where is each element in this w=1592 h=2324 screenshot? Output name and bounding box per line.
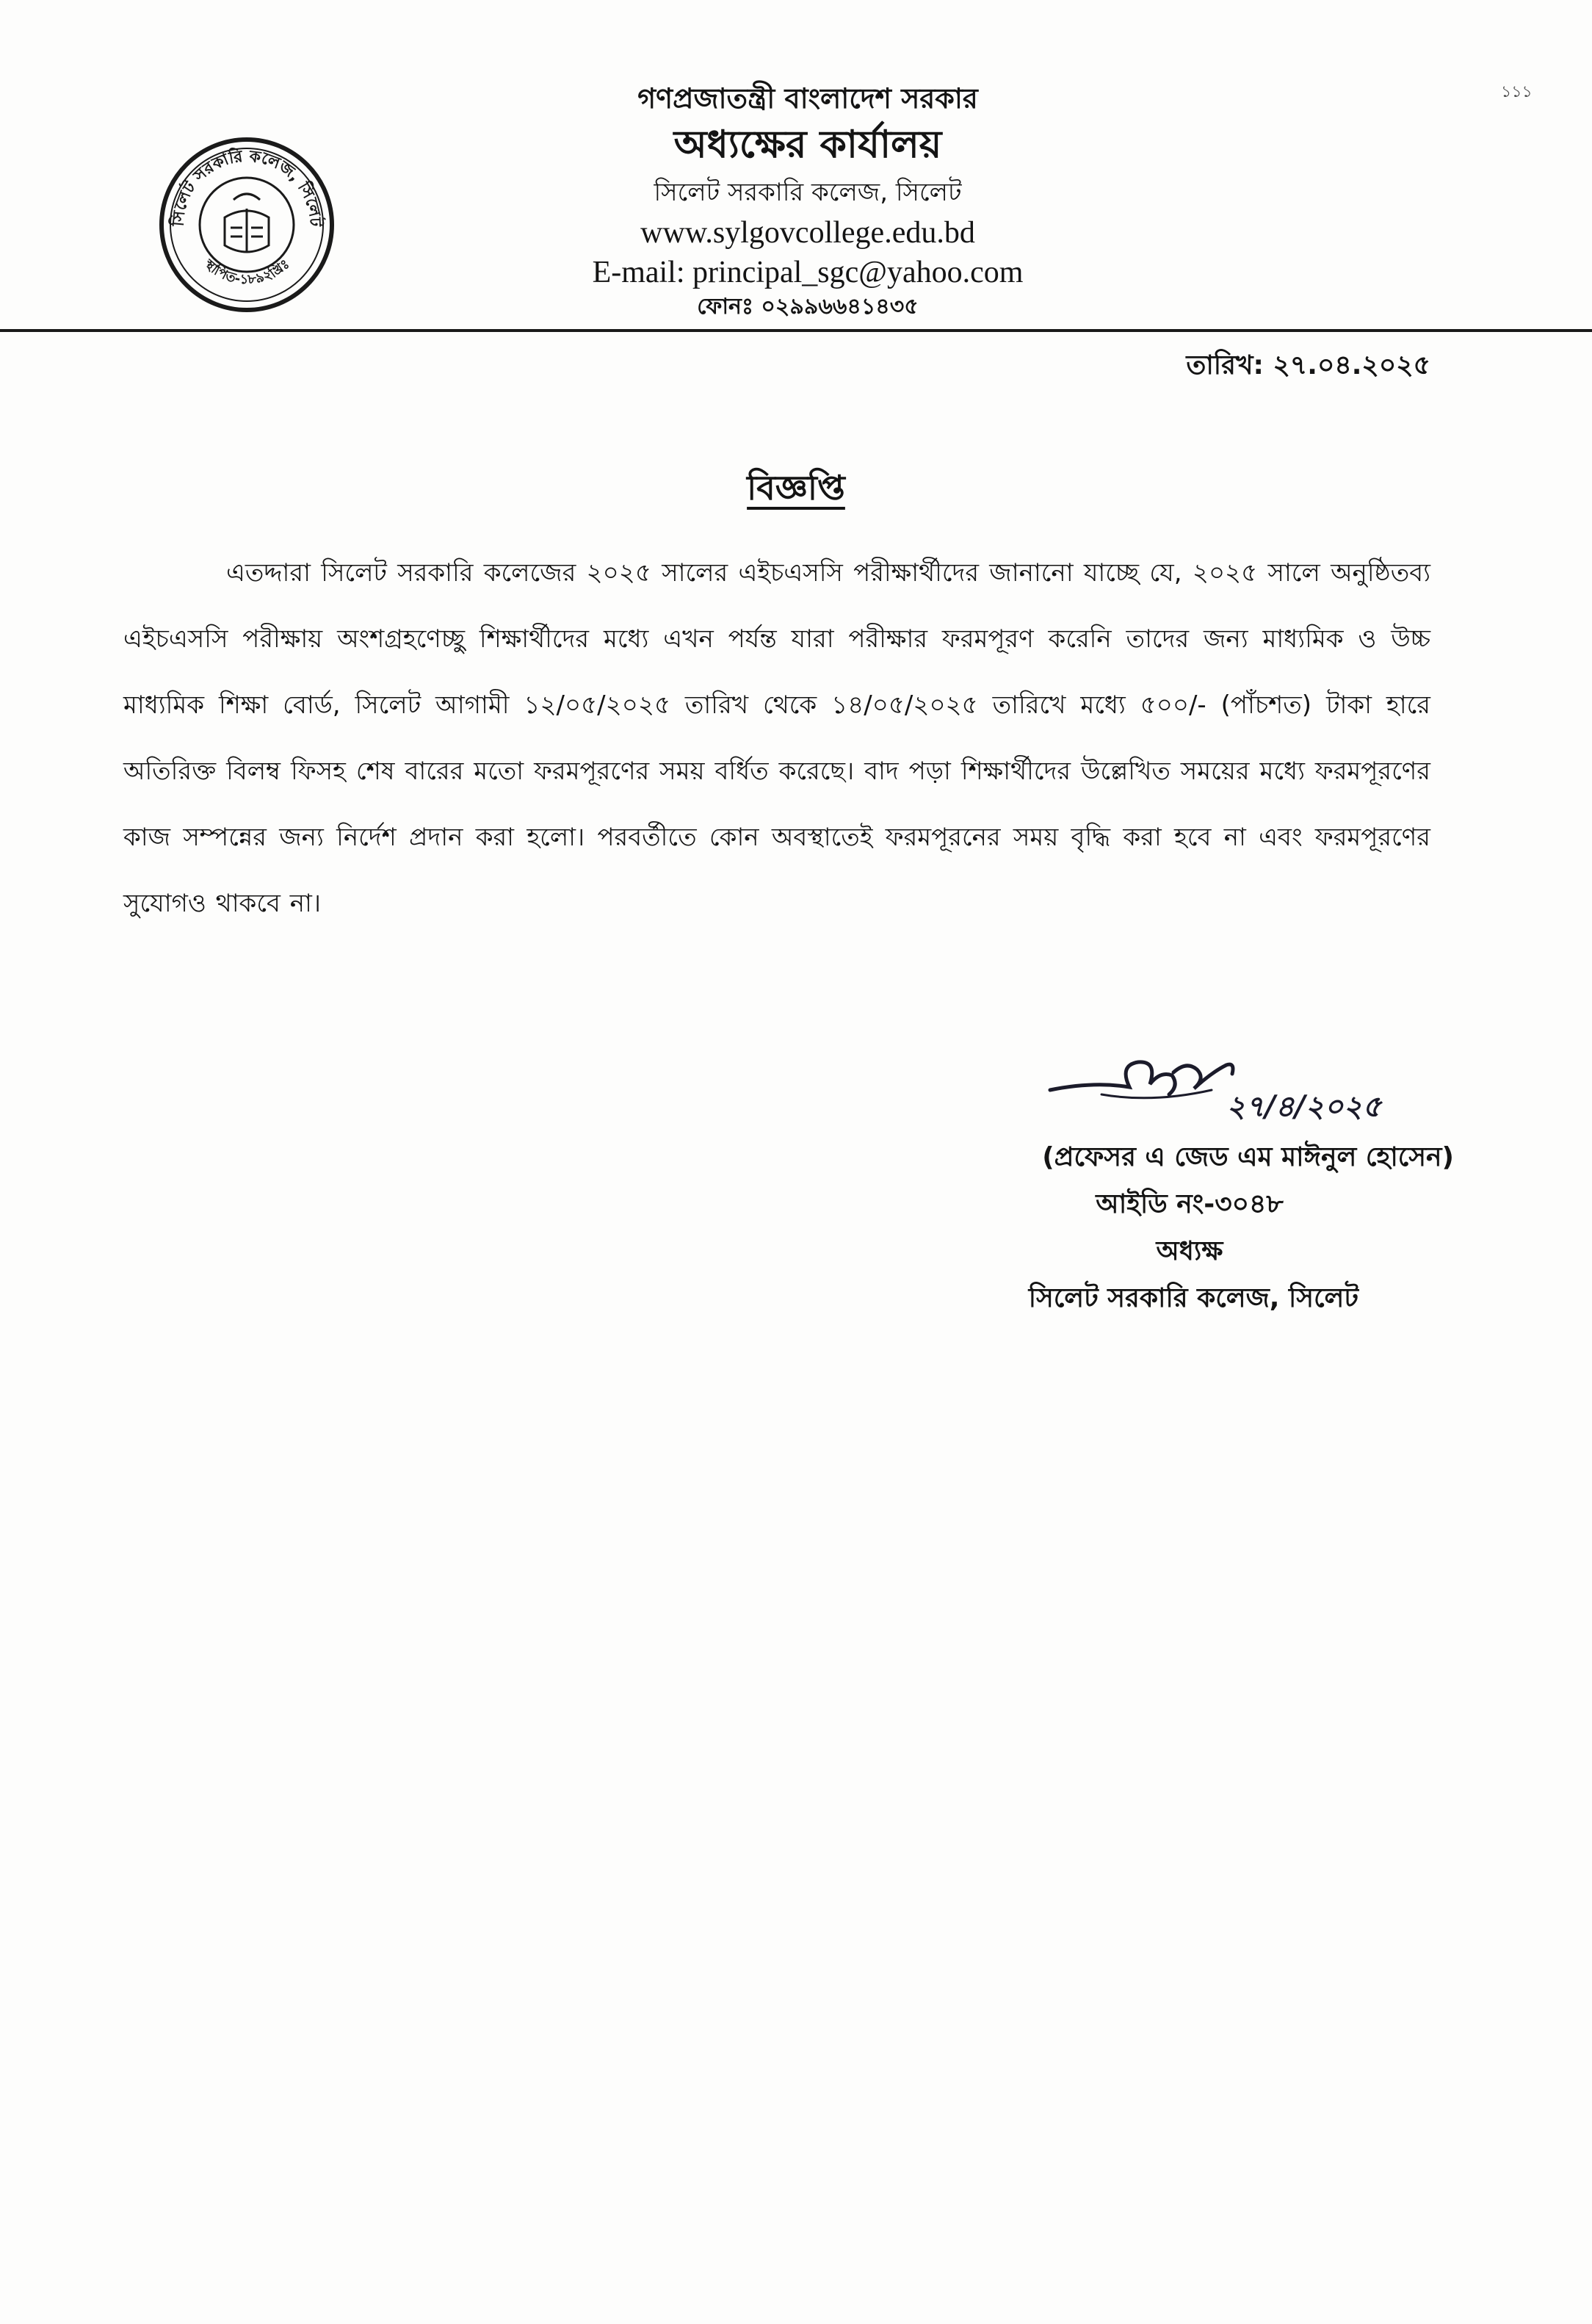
handwritten-signature-icon bbox=[1043, 1043, 1425, 1138]
page-number: ১১১ bbox=[1501, 83, 1533, 101]
notice-title-wrapper bbox=[0, 463, 1592, 519]
letterhead bbox=[514, 79, 1101, 322]
signatory-college: সিলেট সরকারি কলেজ, সিলেট bbox=[1028, 1283, 1358, 1313]
college-seal-icon bbox=[157, 135, 336, 314]
office-title: অধ্যক্ষের কার্যালয় bbox=[673, 123, 942, 167]
signatory-details bbox=[911, 1134, 1469, 1322]
college-email: E-mail: principal_sgc@yahoo.com bbox=[592, 256, 1024, 289]
signature-block bbox=[911, 1043, 1513, 1337]
college-website: www.sylgovcollege.edu.bd bbox=[640, 216, 975, 250]
government-name: গণপ্রজাতন্ত্রী বাংলাদেশ সরকার bbox=[637, 82, 978, 115]
college-address: সিলেট সরকারি কলেজ, সিলেট bbox=[654, 178, 962, 207]
signatory-id: আইডি নং-৩০৪৮ bbox=[1096, 1189, 1284, 1219]
seal-text-top: সিলেট সরকারি কলেজ, সিলেট bbox=[169, 147, 325, 228]
college-phone: ফোনঃ ০২৯৯৬৬৪১৪৩৫ bbox=[697, 294, 919, 320]
notice-body: এতদ্দারা সিলেট সরকারি কলেজের ২০২৫ সালের এইচএসসি পরীক্ষার্থীদের জানানো যাচ্ছে যে, ২০২৫ সালে অনুষ্ঠিতব্য এইচএসসি পরীক্ষায় অংশগ্রহণেচ্ছু শিক্ষার্থীদের মধ্যে এখন পর্যন্ত যারা পরীক্ষার ফরমপূরণ করেনি তাদের জন্য মাধ্যমিক ও উচ্চ মাধ্যমিক শিক্ষা বোর্ড, সিলেট আগামী ১২/০৫/২০২৫ তারিখ থেকে ১৪/০৫/২০২৫ তারিখে মধ্যে ৫০০/- (পাঁচশত) টাকা হারে অতিরিক্ত বিলম্ব ফিসহ শেষ বারের মতো ফরমপূরণের সময় বর্ধিত করেছে। বাদ পড়া শিক্ষার্থীদের উল্লেখিত সময়ের মধ্যে ফরমপূরণের কাজ সম্পন্নের জন্য নির্দেশ প্রদান করা হলো। পরবর্তীতে কোন অবস্থাতেই ফরমপূরনের সময় বৃদ্ধি করা হবে না এবং ফরমপূরণের সুযোগও থাকবে না। bbox=[123, 558, 1430, 918]
header-divider bbox=[0, 329, 1592, 332]
signatory-name: (প্রফেসর এ জেড এম মাঈনুল হোসেন) bbox=[1042, 1142, 1454, 1172]
signatory-designation: অধ্যক্ষ bbox=[1156, 1236, 1223, 1266]
seal-text-bottom: স্থাপিত-১৮৯২খ্রিঃ bbox=[201, 256, 293, 288]
signature-date: ২৭/৪/২০২৫ bbox=[1226, 1089, 1382, 1124]
notice-date: তারিখ: ২৭.০৪.২০২৫ bbox=[1186, 350, 1430, 380]
notice-title: বিজ্ঞপ্তি bbox=[747, 468, 845, 508]
